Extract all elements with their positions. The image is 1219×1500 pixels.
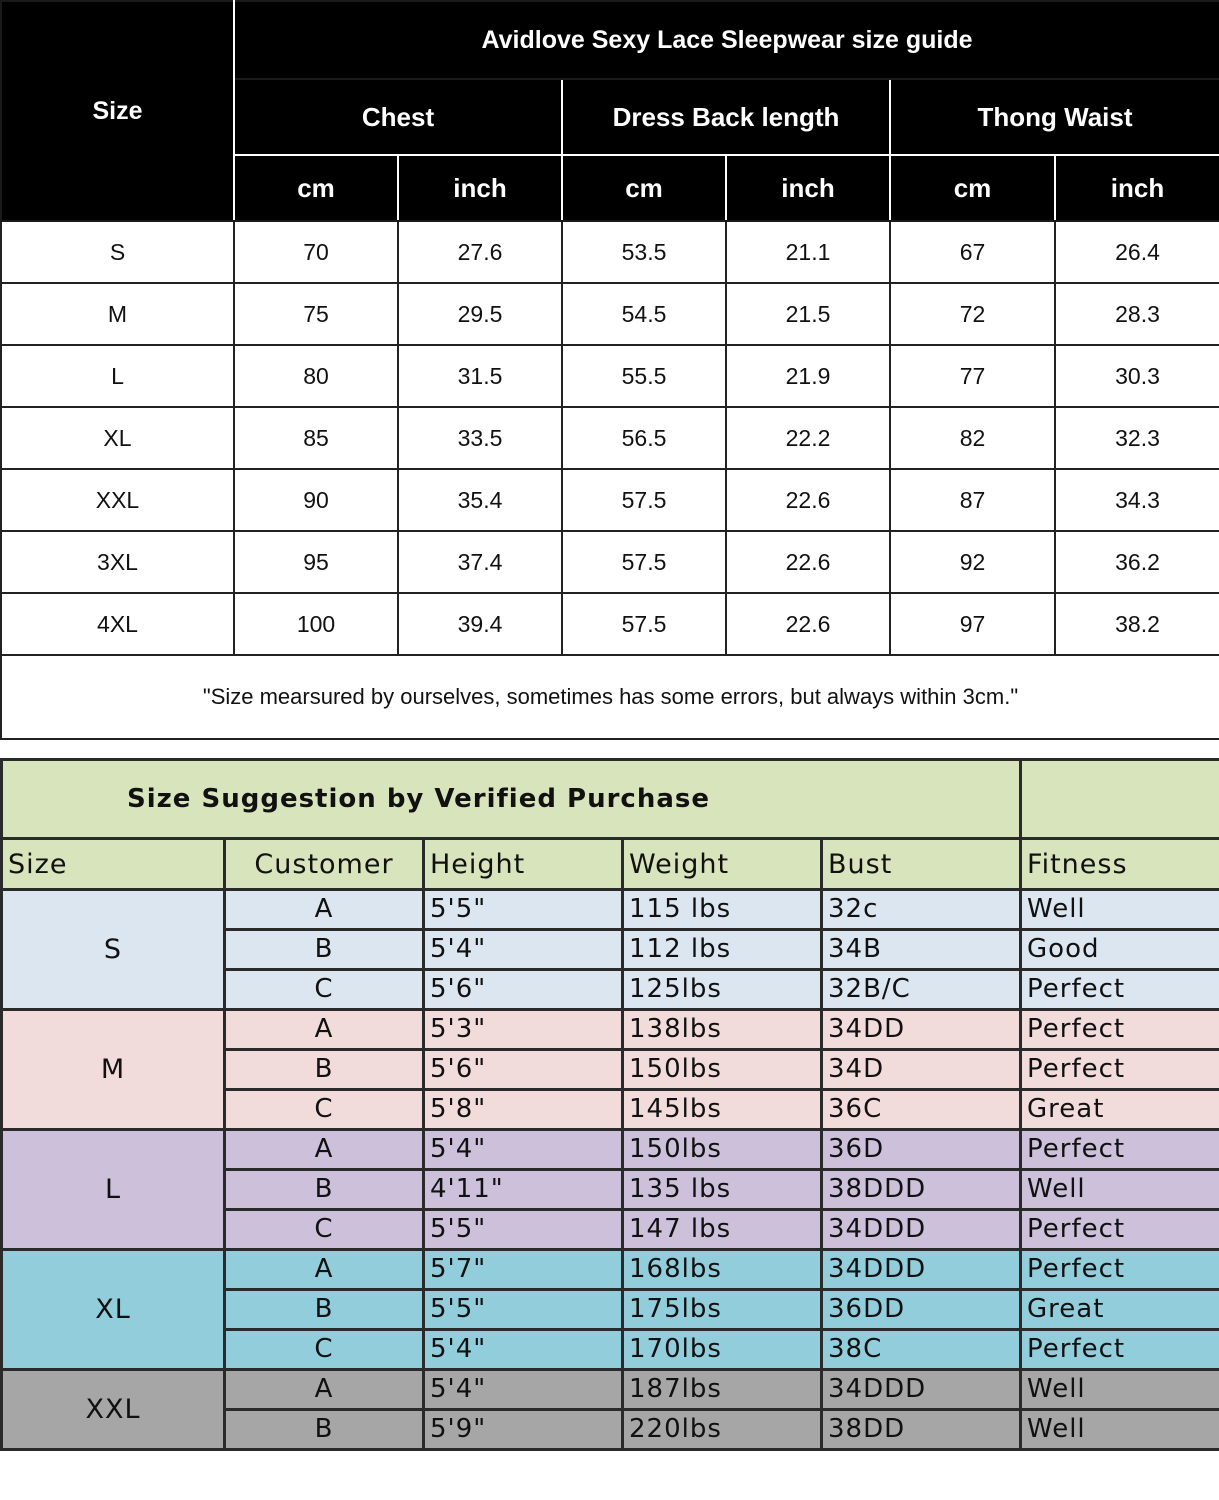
- height-cell: 5'8": [424, 1090, 623, 1130]
- size-group-s: S: [2, 890, 225, 1010]
- weight-cell: 112 lbs: [623, 930, 822, 970]
- size-cell: 3XL: [1, 531, 234, 593]
- height-cell: 5'5": [424, 1210, 623, 1250]
- fitness-cell: Perfect: [1021, 1330, 1219, 1370]
- weight-cell: 147 lbs: [623, 1210, 822, 1250]
- fitness-cell: Perfect: [1021, 1130, 1219, 1170]
- customer-cell: A: [225, 1010, 424, 1050]
- customer-cell: B: [225, 1290, 424, 1330]
- height-cell: 5'5": [424, 890, 623, 930]
- value-cell: 31.5: [398, 345, 562, 407]
- customer-cell: C: [225, 1210, 424, 1250]
- value-cell: 30.3: [1055, 345, 1219, 407]
- value-cell: 95: [234, 531, 398, 593]
- dress-back-length-group-header: Dress Back length: [562, 79, 890, 155]
- value-cell: 75: [234, 283, 398, 345]
- table-row: [1, 407, 1219, 469]
- value-cell: 34.3: [1055, 469, 1219, 531]
- value-cell: 70: [234, 221, 398, 283]
- value-cell: 21.1: [726, 221, 890, 283]
- size-group-l: L: [2, 1130, 225, 1250]
- fitness-cell: Well: [1021, 890, 1219, 930]
- value-cell: 87: [890, 469, 1055, 531]
- size-suggestion-table: [0, 758, 1219, 1451]
- fitness-cell: Great: [1021, 1290, 1219, 1330]
- height-cell: 5'3": [424, 1010, 623, 1050]
- bust-header: Bust: [822, 839, 1021, 890]
- bust-cell: 34B: [822, 930, 1021, 970]
- value-cell: 33.5: [398, 407, 562, 469]
- value-cell: 38.2: [1055, 593, 1219, 655]
- value-cell: 21.5: [726, 283, 890, 345]
- bust-cell: 34DDD: [822, 1250, 1021, 1290]
- height-cell: 5'4": [424, 1130, 623, 1170]
- fitness-cell: Perfect: [1021, 1250, 1219, 1290]
- height-header: Height: [424, 839, 623, 890]
- size-group-xl: XL: [2, 1250, 225, 1370]
- value-cell: 57.5: [562, 469, 726, 531]
- table-row: [1, 593, 1219, 655]
- value-cell: 54.5: [562, 283, 726, 345]
- size-cell: XXL: [1, 469, 234, 531]
- height-cell: 5'6": [424, 970, 623, 1010]
- value-cell: 100: [234, 593, 398, 655]
- customer-cell: B: [225, 1170, 424, 1210]
- size-group-xxl: XXL: [2, 1370, 225, 1450]
- weight-cell: 170lbs: [623, 1330, 822, 1370]
- value-cell: 92: [890, 531, 1055, 593]
- value-cell: 29.5: [398, 283, 562, 345]
- value-cell: 32.3: [1055, 407, 1219, 469]
- height-cell: 5'6": [424, 1050, 623, 1090]
- value-cell: 82: [890, 407, 1055, 469]
- weight-cell: 115 lbs: [623, 890, 822, 930]
- value-cell: 22.6: [726, 531, 890, 593]
- size-header: Size: [2, 839, 225, 890]
- value-cell: 36.2: [1055, 531, 1219, 593]
- unit-header: cm: [234, 155, 398, 221]
- fitness-cell: Well: [1021, 1370, 1219, 1410]
- size-guide-body: [1, 221, 1219, 739]
- value-cell: 26.4: [1055, 221, 1219, 283]
- value-cell: 21.9: [726, 345, 890, 407]
- bust-cell: 36D: [822, 1130, 1021, 1170]
- weight-cell: 145lbs: [623, 1090, 822, 1130]
- value-cell: 27.6: [398, 221, 562, 283]
- unit-header: cm: [562, 155, 726, 221]
- height-cell: 5'4": [424, 930, 623, 970]
- measurement-note: "Size mearsured by ourselves, sometimes has some errors, but always within 3cm.": [1, 655, 1219, 739]
- fitness-header: Fitness: [1021, 839, 1219, 890]
- customer-cell: A: [225, 890, 424, 930]
- fitness-cell: Perfect: [1021, 970, 1219, 1010]
- bust-cell: 32B/C: [822, 970, 1021, 1010]
- bust-cell: 36C: [822, 1090, 1021, 1130]
- bust-cell: 38C: [822, 1330, 1021, 1370]
- customer-header: Customer: [225, 839, 424, 890]
- size-cell: XL: [1, 407, 234, 469]
- weight-cell: 135 lbs: [623, 1170, 822, 1210]
- value-cell: 35.4: [398, 469, 562, 531]
- fitness-cell: Perfect: [1021, 1010, 1219, 1050]
- table-row: [1, 283, 1219, 345]
- value-cell: 85: [234, 407, 398, 469]
- customer-cell: A: [225, 1250, 424, 1290]
- suggestion-header-row: [2, 839, 1219, 890]
- table-row: [2, 1010, 1219, 1050]
- table-row: [1, 221, 1219, 283]
- bust-cell: 34DD: [822, 1010, 1021, 1050]
- bust-cell: 38DD: [822, 1410, 1021, 1450]
- value-cell: 55.5: [562, 345, 726, 407]
- bust-cell: 32c: [822, 890, 1021, 930]
- unit-header: inch: [1055, 155, 1219, 221]
- unit-header: inch: [398, 155, 562, 221]
- height-cell: 5'4": [424, 1330, 623, 1370]
- customer-cell: B: [225, 1050, 424, 1090]
- value-cell: 90: [234, 469, 398, 531]
- value-cell: 37.4: [398, 531, 562, 593]
- customer-cell: C: [225, 1090, 424, 1130]
- customer-cell: C: [225, 1330, 424, 1370]
- bust-cell: 36DD: [822, 1290, 1021, 1330]
- value-cell: 28.3: [1055, 283, 1219, 345]
- value-cell: 22.2: [726, 407, 890, 469]
- value-cell: 53.5: [562, 221, 726, 283]
- value-cell: 67: [890, 221, 1055, 283]
- size-cell: 4XL: [1, 593, 234, 655]
- weight-cell: 138lbs: [623, 1010, 822, 1050]
- size-guide-title: Avidlove Sexy Lace Sleepwear size guide: [234, 1, 1219, 79]
- customer-cell: A: [225, 1370, 424, 1410]
- table-row: [2, 1250, 1219, 1290]
- value-cell: 57.5: [562, 593, 726, 655]
- customer-cell: C: [225, 970, 424, 1010]
- height-cell: 4'11": [424, 1170, 623, 1210]
- customer-cell: B: [225, 1410, 424, 1450]
- height-cell: 5'7": [424, 1250, 623, 1290]
- suggestion-title-blank: [1021, 760, 1219, 839]
- size-cell: M: [1, 283, 234, 345]
- value-cell: 97: [890, 593, 1055, 655]
- size-cell: S: [1, 221, 234, 283]
- size-column-header: Size: [1, 1, 234, 221]
- table-row: [1, 345, 1219, 407]
- bust-cell: 34DDD: [822, 1370, 1021, 1410]
- size-cell: L: [1, 345, 234, 407]
- bust-cell: 38DDD: [822, 1170, 1021, 1210]
- fitness-cell: Perfect: [1021, 1210, 1219, 1250]
- weight-cell: 220lbs: [623, 1410, 822, 1450]
- table-row: [1, 531, 1219, 593]
- customer-cell: B: [225, 930, 424, 970]
- value-cell: 77: [890, 345, 1055, 407]
- bust-cell: 34D: [822, 1050, 1021, 1090]
- value-cell: 56.5: [562, 407, 726, 469]
- weight-header: Weight: [623, 839, 822, 890]
- value-cell: 57.5: [562, 531, 726, 593]
- value-cell: 22.6: [726, 593, 890, 655]
- weight-cell: 150lbs: [623, 1130, 822, 1170]
- suggestion-title: Size Suggestion by Verified Purchase: [2, 760, 1021, 839]
- chest-group-header: Chest: [234, 79, 562, 155]
- size-group-m: M: [2, 1010, 225, 1130]
- fitness-cell: Well: [1021, 1170, 1219, 1210]
- height-cell: 5'5": [424, 1290, 623, 1330]
- bust-cell: 34DDD: [822, 1210, 1021, 1250]
- fitness-cell: Perfect: [1021, 1050, 1219, 1090]
- thong-waist-group-header: Thong Waist: [890, 79, 1219, 155]
- value-cell: 80: [234, 345, 398, 407]
- weight-cell: 125lbs: [623, 970, 822, 1010]
- table-row: [1, 469, 1219, 531]
- table-row: [2, 1130, 1219, 1170]
- weight-cell: 175lbs: [623, 1290, 822, 1330]
- fitness-cell: Great: [1021, 1090, 1219, 1130]
- value-cell: 22.6: [726, 469, 890, 531]
- height-cell: 5'9": [424, 1410, 623, 1450]
- unit-header: cm: [890, 155, 1055, 221]
- table-row: [2, 890, 1219, 930]
- customer-cell: A: [225, 1130, 424, 1170]
- unit-header: inch: [726, 155, 890, 221]
- value-cell: 72: [890, 283, 1055, 345]
- height-cell: 5'4": [424, 1370, 623, 1410]
- weight-cell: 150lbs: [623, 1050, 822, 1090]
- fitness-cell: Good: [1021, 930, 1219, 970]
- size-guide-table: [0, 0, 1219, 740]
- fitness-cell: Well: [1021, 1410, 1219, 1450]
- weight-cell: 187lbs: [623, 1370, 822, 1410]
- table-row: [2, 1370, 1219, 1410]
- weight-cell: 168lbs: [623, 1250, 822, 1290]
- value-cell: 39.4: [398, 593, 562, 655]
